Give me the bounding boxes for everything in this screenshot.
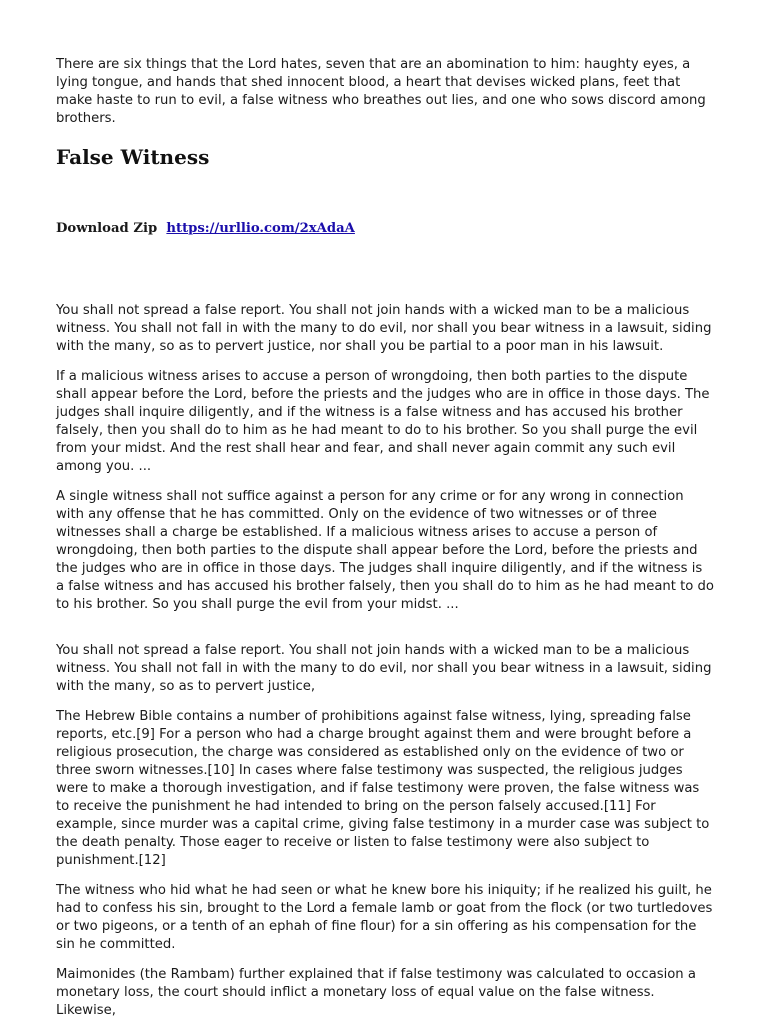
body-paragraph-3: A single witness shall not suffice against a person for any crime or for any wrong in connection with any offense that he has committed. Only on the evidence of two witnesses or of three witnesses shall a charge be established. If a malicious witness arises to accuse a person of wrongdoing, then both parties to the dispute shall appear before the Lord, before the priests and the judges who are in office in those days. The judges shall inquire diligently, and if the witness is a false witness and has accused his brother falsely, then you shall do to him as he had meant to do to his brother. So you shall purge the evil from your midst. ...: [56, 489, 714, 612]
spacer: [56, 626, 714, 642]
document-page: [56, 56, 714, 1032]
page-title: False Witness: [56, 145, 210, 169]
body-paragraph-2: If a malicious witness arises to accuse a person of wrongdoing, then both parties to the dispute shall appear before the Lord, before the priests and the judges who are in office in those days. The judges shall inquire diligently, and if the witness is a false witness and has accused his brother falsely, then you shall do to him as he had meant to do to his brother. So you shall purge the evil from your midst. And the rest shall hear and fear, and shall never again commit any such evil among you. ...: [56, 369, 710, 474]
download-line: [56, 220, 714, 238]
body-paragraph-7: Maimonides (the Rambam) further explained that if false testimony was calculated to occasion a monetary loss, the court should inflict a monetary loss of equal value on the false witness. Likewise,: [56, 967, 696, 1018]
spacer: [56, 238, 714, 302]
body-paragraph-6: The witness who hid what he had seen or what he knew bore his iniquity; if he realized his guilt, he had to confess his sin, brought to the Lord a female lamb or goat from the flock (or two turtledoves or two pigeons, or a tenth of an ephah of fine flour) for a sin offering as his compensation for the sin he committed.: [56, 883, 713, 952]
intro-paragraph: There are six things that the Lord hates, seven that are an abomination to him: haughty eyes, a lying tongue, and hands that shed innocent blood, a heart that devises wicked plans, feet that make haste to run to evil, a false witness who breathes out lies, and one who sows discord among brothers.: [56, 57, 706, 126]
download-label: Download Zip: [56, 221, 158, 236]
body-paragraph-5: The Hebrew Bible contains a number of prohibitions against false witness, lying, spreading false reports, etc.[9] For a person who had a charge brought against them and were brought before a religious prosecution, the charge was considered as established only on the evidence of two or three sworn witnesses.[10] In cases where false testimony was suspected, the religious judges were to make a thorough investigation, and if false testimony were proven, the false witness was to receive the punishment he had intended to bring on the person falsely accused.[11] For example, since murder was a capital crime, giving false testimony in a murder case was subject to the death penalty. Those eager to receive or listen to false testimony were also subject to punishment.[12]: [56, 709, 710, 868]
body-paragraph-1: You shall not spread a false report. You shall not join hands with a wicked man to be a malicious witness. You shall not fall in with the many to do evil, nor shall you bear witness in a lawsuit, siding with the many, so as to pervert justice, nor shall you be partial to a poor man in his lawsuit.: [56, 303, 712, 354]
body-paragraph-4: You shall not spread a false report. You shall not join hands with a wicked man to be a malicious witness. You shall not fall in with the many to do evil, nor shall you bear witness in a lawsuit, siding with the many, so as to pervert justice,: [56, 643, 712, 694]
download-link[interactable]: https://urllio.com/2xAdaA: [166, 221, 355, 236]
